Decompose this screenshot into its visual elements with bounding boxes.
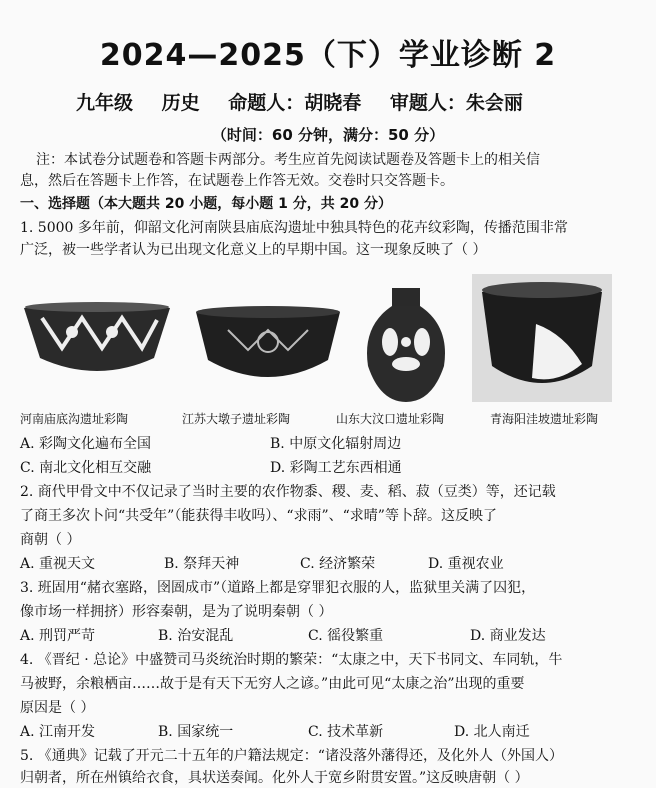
- option: C. 南北文化相互交融: [20, 460, 152, 476]
- option: A. 重视天文: [20, 556, 96, 572]
- question-line: 1. 5000 多年前，仰韶文化河南陕县庙底沟遗址中独具特色的花卉纹彩陶，传播范围非常: [20, 220, 568, 236]
- question-line: 3. 班固用“赭衣塞路，囹圄成市”（道路上都是穿罪犯衣服的人，监狱里关满了囚犯，: [20, 580, 536, 596]
- question-line: 5. 《通典》记载了开元二十五年的户籍法规定：“诸没落外藩得还，及化外人（外国人）: [20, 748, 563, 764]
- subject-label: 历史: [161, 92, 200, 114]
- option: B. 国家统一: [158, 724, 234, 740]
- image-caption: 江苏大墩子遗址彩陶: [182, 412, 291, 426]
- notice-line: 注：本试卷分试题卷和答题卡两部分。考生应首先阅读试题卷及答题卡上的相关信: [36, 152, 540, 168]
- image-caption: 青海阳洼坡遗址彩陶: [490, 412, 599, 426]
- option: D. 重视农业: [428, 556, 504, 572]
- image-caption: 山东大汶口遗址彩陶: [336, 412, 445, 426]
- question-line: 了商王多次卜问“共受年”（能获得丰收吗）、“求雨”、“求晴”等卜辞。这反映了: [20, 508, 497, 524]
- question-line: 广泛，被一些学者认为已出现文化意义上的早期中国。这一现象反映了（ ）: [20, 242, 487, 258]
- grade-label: 九年级: [76, 92, 134, 114]
- exam-meta: [76, 88, 545, 115]
- option: D. 北人南迁: [454, 724, 530, 740]
- question-line: 像市场一样拥挤）形容秦朝，是为了说明秦朝（ ）: [20, 604, 333, 620]
- question-line: 归朝者，所在州镇给衣食，具状送奏闻。化外人于宽乡附贯安置。”这反映唐朝（ ）: [20, 770, 529, 786]
- pottery-image-dawenkou: [360, 286, 452, 404]
- image-caption: 河南庙底沟遗址彩陶: [20, 412, 129, 426]
- option: C. 经济繁荣: [300, 556, 376, 572]
- author-label: 命题人：胡晓春: [228, 92, 362, 114]
- question-line: 4. 《晋纪 · 总论》中盛赞司马炎统治时期的繁荣：“太康之中，天下书同文、车同轨，牛: [20, 652, 563, 668]
- pottery-image-dadunzi: [188, 302, 348, 394]
- reviewer-label: 审题人：朱会丽: [389, 92, 523, 114]
- option: A. 彩陶文化遍布全国: [20, 436, 152, 452]
- option: B. 治安混乱: [158, 628, 234, 644]
- question-line: 马被野，余粮栖亩……故于是有天下无穷人之谚。”由此可见“太康之治”出现的重要: [20, 676, 525, 692]
- option: B. 中原文化辐射周边: [270, 436, 402, 452]
- option: B. 祭拜天神: [164, 556, 240, 572]
- exam-title: 2024—2025（下）学业诊断 2: [99, 38, 557, 73]
- question-line: 2. 商代甲骨文中不仅记录了当时主要的农作物黍、稷、麦、稻、菽（豆类）等，还记载: [20, 484, 556, 500]
- section-heading: 一、选择题（本大题共 20 小题，每小题 1 分，共 20 分）: [20, 196, 392, 212]
- option: D. 彩陶工艺东西相通: [270, 460, 402, 476]
- notice-line: 息，然后在答题卡上作答，在试题卷上作答无效。交卷时只交答题卡。: [20, 173, 454, 189]
- pottery-image-yangwapo: [472, 274, 612, 402]
- option: A. 江南开发: [20, 724, 96, 740]
- pottery-image-miaodigou: [22, 296, 172, 386]
- exam-time: （时间：60 分钟，满分：50 分）: [211, 126, 445, 144]
- question-line: 原因是（ ）: [20, 700, 95, 716]
- option: C. 徭役繁重: [308, 628, 384, 644]
- option: A. 刑罚严苛: [20, 628, 96, 644]
- question-line: 商朝（ ）: [20, 532, 81, 548]
- option: D. 商业发达: [470, 628, 546, 644]
- option: C. 技术革新: [308, 724, 384, 740]
